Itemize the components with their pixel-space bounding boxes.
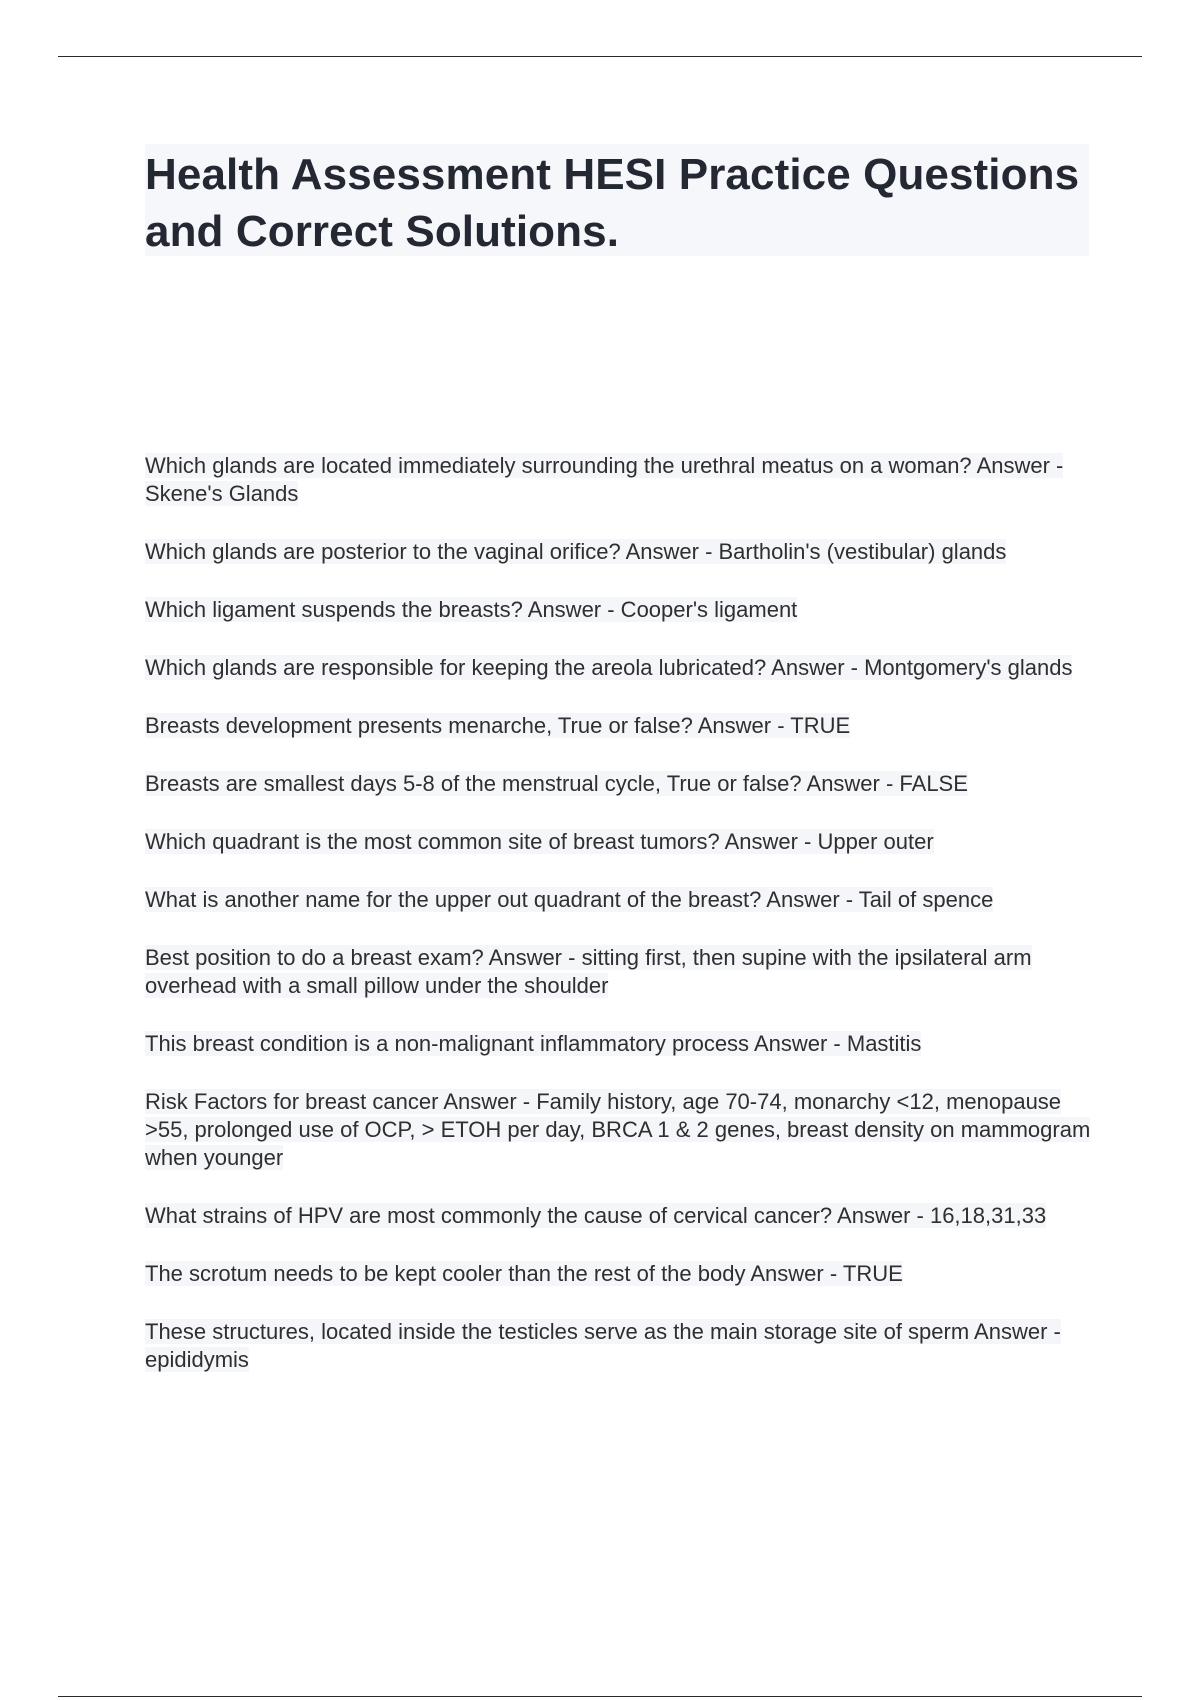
qa-text: Breasts development presents menarche, True or false? Answer - TRUE [145, 713, 851, 738]
qa-text: Which glands are responsible for keeping the areola lubricated? Answer - Montgomery's glands [145, 655, 1073, 680]
qa-item [145, 828, 1105, 856]
qa-item [145, 1318, 1105, 1374]
footer-rule [58, 1696, 1142, 1697]
qa-text: The scrotum needs to be kept cooler than the rest of the body Answer - TRUE [145, 1261, 903, 1286]
title-block [145, 144, 1089, 256]
qa-text: Best position to do a breast exam? Answer - sitting first, then supine with the ipsilateral arm overhead with a small pillow under the shoulder [145, 945, 1032, 998]
qa-text: What strains of HPV are most commonly the cause of cervical cancer? Answer - 16,18,31,33 [145, 1203, 1047, 1228]
qa-item [145, 770, 1105, 798]
qa-item [145, 886, 1105, 914]
qa-item [145, 712, 1105, 740]
qa-text: Which glands are located immediately surrounding the urethral meatus on a woman? Answer - Skene's Glands [145, 453, 1064, 506]
qa-item [145, 1260, 1105, 1288]
header-rule [58, 56, 1142, 57]
qa-text: What is another name for the upper out quadrant of the breast? Answer - Tail of spence [145, 887, 994, 912]
qa-item [145, 452, 1105, 508]
qa-text: These structures, located inside the testicles serve as the main storage site of sperm Answer - epididymis [145, 1319, 1061, 1372]
qa-text: Risk Factors for breast cancer Answer - Family history, age 70-74, monarchy <12, menopause >55, prolonged use of OCP, > ETOH per day, BRCA 1 & 2 genes, breast density on mammogram when younger [145, 1089, 1091, 1170]
qa-item [145, 654, 1105, 682]
qa-text: Which ligament suspends the breasts? Answer - Cooper's ligament [145, 597, 798, 622]
qa-text: Breasts are smallest days 5-8 of the menstrual cycle, True or false? Answer - FALSE [145, 771, 968, 796]
qa-item [145, 596, 1105, 624]
qa-text: This breast condition is a non-malignant inflammatory process Answer - Mastitis [145, 1031, 922, 1056]
qa-text: Which glands are posterior to the vaginal orifice? Answer - Bartholin's (vestibular) glands [145, 539, 1007, 564]
qa-item [145, 1030, 1105, 1058]
qa-item [145, 1088, 1105, 1172]
qa-item [145, 944, 1105, 1000]
qa-item [145, 538, 1105, 566]
qa-text: Which quadrant is the most common site of breast tumors? Answer - Upper outer [145, 829, 934, 854]
qa-item [145, 1202, 1105, 1230]
qa-list [145, 452, 1105, 1404]
document-title: Health Assessment HESI Practice Questions and Correct Solutions. [145, 150, 1080, 256]
